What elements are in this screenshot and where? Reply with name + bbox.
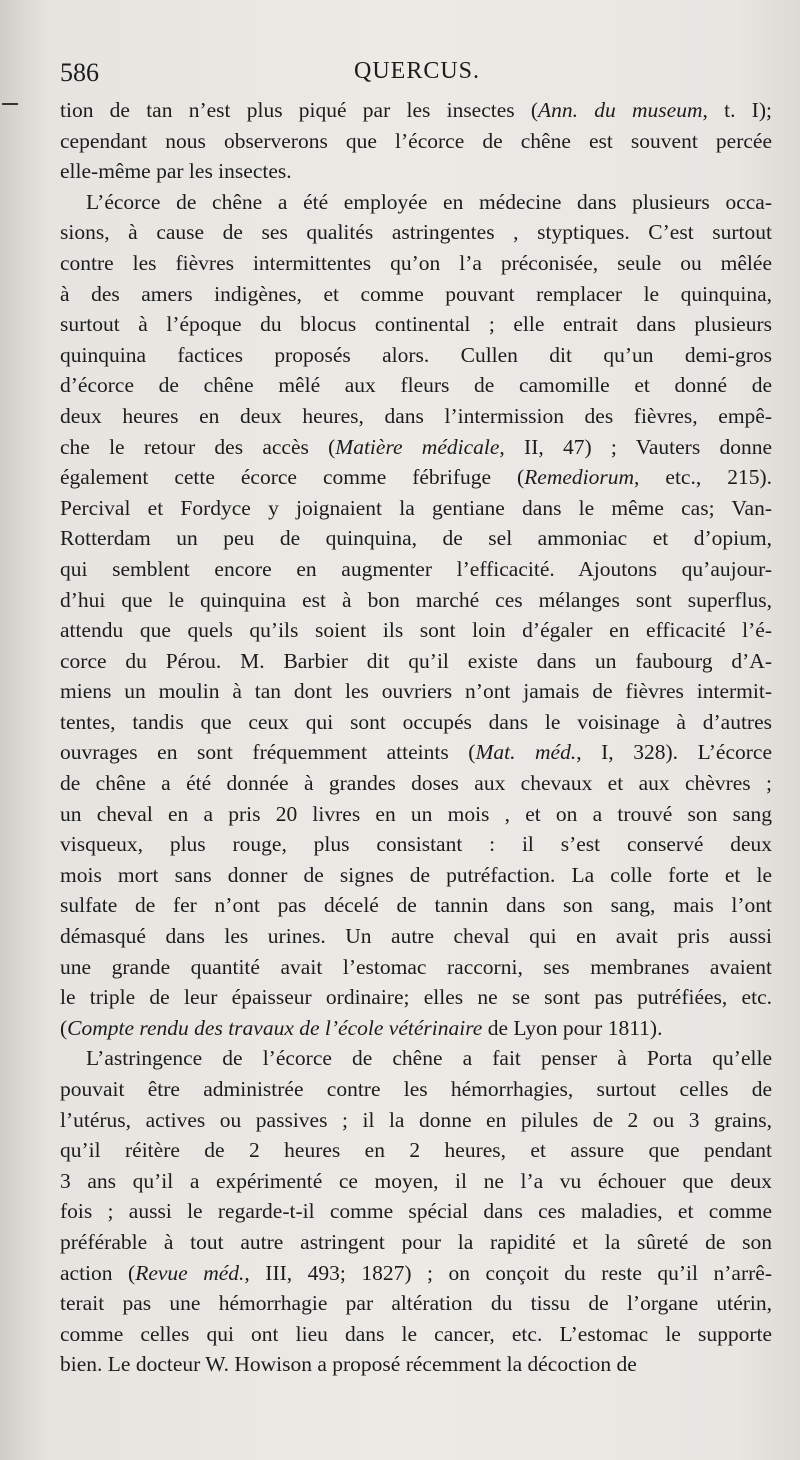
- text-line: [60, 1258, 772, 1289]
- text-run: d’hui que le quinquina est à bon marché ces mélanges sont superflus,: [60, 587, 772, 612]
- text-run: démasqué dans les urines. Un autre cheval qui en avait pris aussi: [60, 924, 772, 949]
- italic-citation: Ann. du museum: [538, 98, 703, 122]
- text-run: che le retour des accès (: [60, 434, 336, 459]
- text-run: qui semblent encore en augmenter l’efficacité. Ajoutons qu’aujour-: [60, 556, 772, 581]
- italic-citation: Matière médicale: [335, 434, 500, 459]
- text-line: [60, 187, 772, 218]
- text-line: [60, 217, 772, 248]
- paragraph: [60, 95, 772, 187]
- text-run: fois ; aussi le regarde-t-il comme spécial dans ces maladies, et comme: [60, 1199, 772, 1224]
- text-run: Percival et Fordyce y joignaient la gentiane dans le même cas; Van-: [60, 495, 772, 520]
- text-run: L’écorce de chêne a été employée en médecine dans plusieurs occa-: [86, 189, 772, 214]
- text-run: elle-même par les insectes.: [60, 159, 292, 184]
- text-run: , I, 328). L’écorce: [576, 740, 772, 765]
- text-line: [60, 1043, 772, 1074]
- text-run: également cette écorce comme fébrifuge (: [60, 465, 525, 490]
- text-run: L’astringence de l’écorce de chêne a fait penser à Porta qu’elle: [86, 1046, 772, 1071]
- running-head: [58, 58, 760, 94]
- text-line: [60, 462, 772, 493]
- text-line: [60, 799, 772, 830]
- text-run: , t. I);: [702, 98, 772, 122]
- page-body: [60, 95, 772, 1380]
- text-run: 3 ans qu’il a expérimenté ce moyen, il ne l’a vu échouer que deux: [60, 1168, 772, 1193]
- text-run: sulfate de fer n’ont pas décelé de tannin dans son sang, mais l’ont: [60, 893, 772, 918]
- text-line: [60, 1349, 772, 1380]
- text-line: [60, 768, 772, 799]
- text-run: quinquina factices proposés alors. Cullen dit qu’un demi-gros: [60, 342, 772, 367]
- text-run: miens un moulin à tan dont les ouvriers n’ont jamais de fièvres intermit-: [60, 679, 772, 704]
- text-line: [60, 1319, 772, 1350]
- text-run: à des amers indigènes, et comme pouvant remplacer le quinquina,: [60, 281, 772, 306]
- text-line: [60, 615, 772, 646]
- text-line: [60, 1227, 772, 1258]
- text-line: [60, 707, 772, 738]
- text-line: [60, 126, 772, 157]
- text-line: [60, 737, 772, 768]
- text-line: [60, 279, 772, 310]
- text-line: [60, 585, 772, 616]
- text-line: [60, 1135, 772, 1166]
- text-line: [60, 1166, 772, 1197]
- text-run: terait pas une hémorrhagie par altération du tissu de l’organe utérin,: [60, 1291, 772, 1316]
- text-run: attendu que quels qu’ils soient ils sont loin d’égaler en efficacité l’é-: [60, 618, 772, 643]
- text-line: [60, 1196, 772, 1227]
- text-run: de Lyon pour 1811).: [482, 1015, 663, 1040]
- text-run: comme celles qui ont lieu dans le cancer, etc. L’estomac le supporte: [60, 1321, 772, 1346]
- text-line: [60, 890, 772, 921]
- text-line: [60, 1288, 772, 1319]
- text-line: [60, 952, 772, 983]
- text-line: [60, 248, 772, 279]
- text-run: qu’il réitère de 2 heures en 2 heures, et assure que pendant: [60, 1138, 772, 1163]
- text-line: [60, 340, 772, 371]
- text-line: [60, 493, 772, 524]
- italic-citation: Mat. méd.: [475, 740, 577, 765]
- italic-citation: Revue méd.: [135, 1260, 245, 1285]
- text-run: l’utérus, actives ou passives ; il la donne en pilules de 2 ou 3 grains,: [60, 1107, 772, 1132]
- text-line: [60, 676, 772, 707]
- italic-citation: Compte rendu des travaux de l’école vétérinaire: [67, 1015, 483, 1040]
- text-run: tion de tan n’est plus piqué par les insectes (: [60, 98, 539, 122]
- text-run: mois mort sans donner de signes de putréfaction. La colle forte et le: [60, 862, 772, 887]
- text-run: préférable à tout autre astringent pour la rapidité et la sûreté de son: [60, 1229, 772, 1254]
- text-run: corce du Pérou. M. Barbier dit qu’il existe dans un faubourg d’A-: [60, 648, 772, 673]
- italic-citation: Remediorum: [524, 465, 635, 490]
- text-line: [60, 523, 772, 554]
- paragraph: [60, 1043, 772, 1380]
- text-run: ouvrages en sont fréquemment atteints (: [60, 740, 476, 765]
- text-run: tentes, tandis que ceux qui sont occupés dans le voisinage à d’autres: [60, 709, 772, 734]
- text-run: un cheval en a pris 20 livres en un mois , et on a trouvé son sang: [60, 801, 772, 826]
- text-run: surtout à l’époque du blocus continental ; elle entrait dans plusieurs: [60, 312, 772, 337]
- text-line: [60, 829, 772, 860]
- paragraph: [60, 187, 772, 1044]
- margin-mark: [2, 103, 18, 105]
- text-line: [60, 1105, 772, 1136]
- text-line: [60, 95, 772, 126]
- text-run: Rotterdam un peu de quinquina, de sel ammoniac et d’opium,: [60, 526, 772, 551]
- text-line: [60, 646, 772, 677]
- text-run: d’écorce de chêne mêlé aux fleurs de camomille et donné de: [60, 373, 772, 398]
- text-line: [60, 401, 772, 432]
- text-run: bien. Le docteur W. Howison a proposé récemment la décoction de: [60, 1352, 637, 1377]
- running-title: QUERCUS.: [354, 58, 481, 84]
- text-run: pouvait être administrée contre les hémorrhagies, surtout celles de: [60, 1077, 772, 1101]
- text-run: , II, 47) ; Vauters donne: [499, 434, 772, 459]
- text-line: [60, 982, 772, 1013]
- text-line: [60, 309, 772, 340]
- text-run: cependant nous observerons que l’écorce de chêne est souvent percée: [60, 128, 772, 153]
- text-run: une grande quantité avait l’estomac raccorni, ses membranes avaient: [60, 954, 772, 979]
- text-run: contre les fièvres intermittentes qu’on l’a préconisée, seule ou mêlée: [60, 250, 772, 275]
- text-line: [60, 1013, 772, 1044]
- text-run: deux heures en deux heures, dans l’intermission des fièvres, empê-: [60, 403, 772, 428]
- text-run: (: [60, 1015, 68, 1040]
- text-run: , III, 493; 1827) ; on conçoit du reste qu’il n’arrê-: [244, 1260, 772, 1285]
- text-line: [60, 1074, 772, 1105]
- page-number: 586: [60, 58, 99, 87]
- text-line: [60, 156, 772, 187]
- text-line: [60, 370, 772, 401]
- text-run: de chêne a été donnée à grandes doses aux chevaux et aux chèvres ;: [60, 771, 772, 796]
- text-run: , etc., 215).: [634, 465, 772, 490]
- text-line: [60, 860, 772, 891]
- text-run: sions, à cause de ses qualités astringentes , styptiques. C’est surtout: [60, 220, 772, 245]
- text-run: action (: [60, 1260, 136, 1285]
- text-run: le triple de leur épaisseur ordinaire; elles ne se sont pas putréfiées, etc.: [60, 985, 772, 1010]
- text-line: [60, 432, 772, 463]
- text-line: [60, 554, 772, 585]
- text-line: [60, 921, 772, 952]
- text-run: visqueux, plus rouge, plus consistant : il s’est conservé deux: [60, 832, 772, 857]
